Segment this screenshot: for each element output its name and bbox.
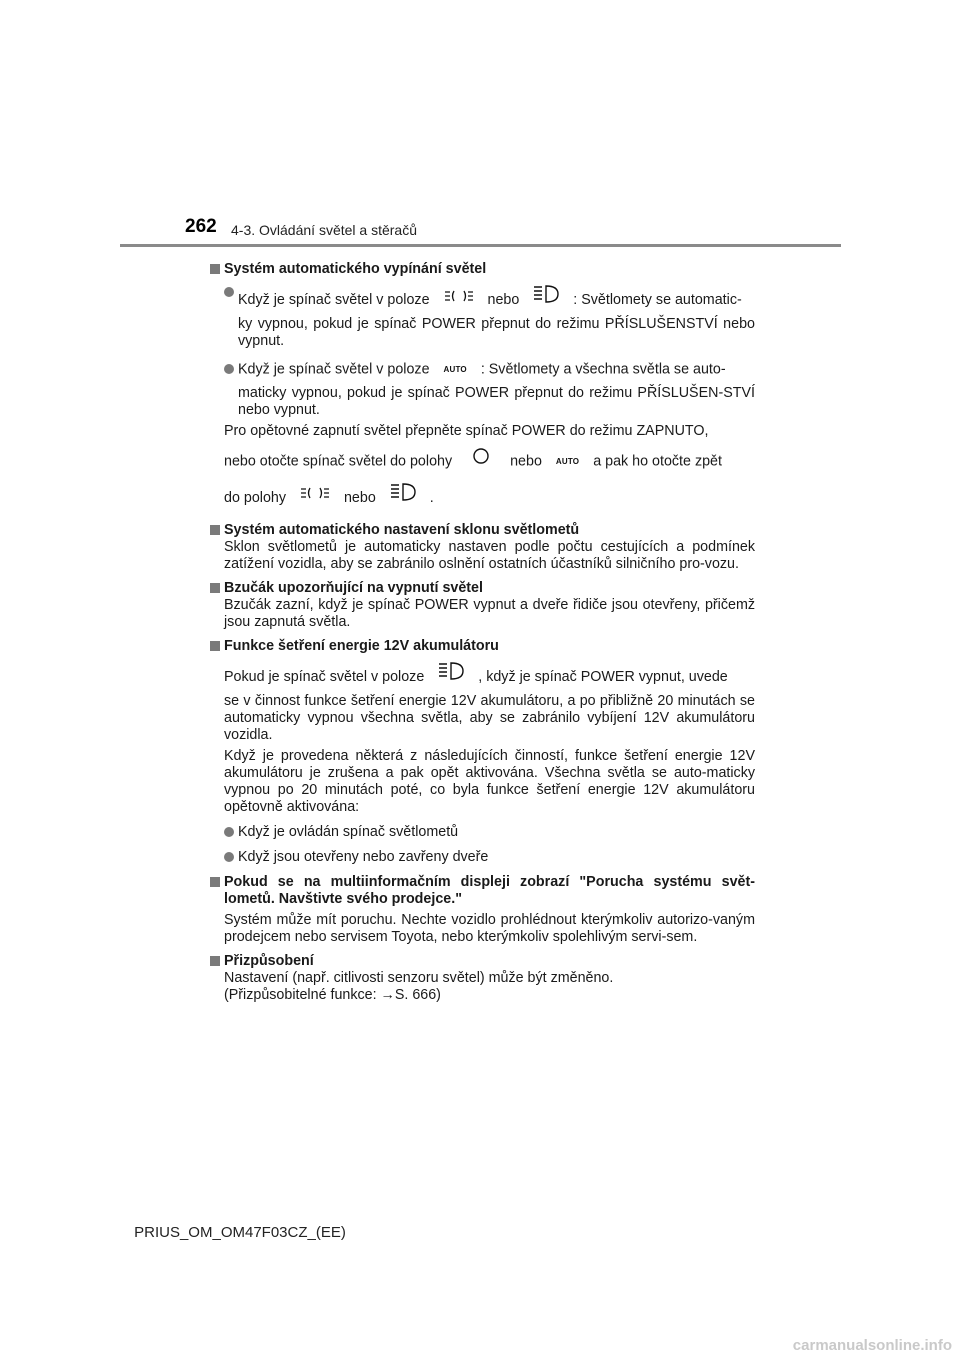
bullet-item [210,284,755,350]
paragraph: Když je provedena některá z následujících činností, funkce šetření energie 12V akumulátoru je zrušena a pak opět aktivována. Všechna světla se auto-maticky vypnou po 20 minutách poté, co byla funkce šetření energie 12V akumulátoru opětovně aktivována: [224,747,755,815]
paragraph: Sklon světlometů je automaticky nastaven podle počtu cestujících a podmínek zatížení vozidla, aby se zabránilo oslnění ostatních účastníků silničního pro-vozu. [224,538,755,572]
heading-buzzer: Bzučák upozorňující na vypnutí světel [210,580,755,597]
bullet-item [210,354,755,419]
paragraph-text: nebo [510,453,542,470]
paragraph-text: Pokud je spínač světel v poloze [224,668,425,685]
headlight-icon [533,284,559,316]
parking-lights-icon [300,482,330,513]
paragraph [210,661,755,693]
bullet-text: : Světlomety se automatic- [573,291,742,308]
paragraph [210,446,755,477]
bullet-text: maticky vypnou, pokud je spínač POWER přepnut do režimu PŘÍSLUŠEN-STVÍ nebo vypnut. [238,385,755,419]
paragraph: Bzučák zazní, když je spínač POWER vypnut a dveře řidiče jsou otevřeny, přičemž jsou zapnutá světla. [224,596,755,630]
bullet-dot [224,852,234,862]
page-content [210,254,755,1004]
paragraph-text: nebo otočte spínač světel do polohy [224,453,453,470]
paragraph: Pro opětovné zapnutí světel přepněte spínač POWER do režimu ZAPNUTO, [224,423,709,440]
paragraph: (Přizpůsobitelné funkce: →S. 666) [224,986,441,1003]
heading-battery-saver: Funkce šetření energie 12V akumulátoru [210,638,755,655]
lights-off-icon [472,446,490,477]
watermark-bar [0,1334,960,1358]
bullet-text: ky vypnou, pokud je spínač POWER přepnut do režimu PŘÍSLUŠENSTVÍ nebo vypnut. [238,316,755,349]
bullet-dot [224,287,234,297]
paragraph: Nastavení (např. citlivosti senzoru světel) může být změněno. [224,969,614,986]
bullet-text: : Světlomety a všechna světla se auto- [480,361,726,378]
headlight-icon [438,661,464,693]
heading-leveling: Systém automatického nastavení sklonu světlometů [210,522,755,539]
paragraph: Systém může mít poruchu. Nechte vozidlo prohlédnout kterýmkoliv autorizo-vaným prodejcem nebo servisem Toyota, nebo kterýmkoliv spolehlivým servi-sem. [224,911,755,945]
bullet-text: nebo [487,291,520,308]
bullet-dot [224,364,234,374]
document-code: PRIUS_OM_OM47F03CZ_(EE) [134,1224,346,1241]
paragraph: se v činnost funkce šetření energie 12V akumulátoru, a po přibližně 20 minutách se automaticky vypnou všechna světla, aby se zabránilo vybíjení 12V akumulátoru vozidla. [224,692,755,743]
auto-lights-icon: AUTO [555,457,580,467]
section-title: 4-3. Ovládání světel a stěračů [231,222,417,238]
bullet-text: Když jsou otevřeny nebo zavřeny dveře [238,848,489,865]
parking-lights-icon [444,285,474,316]
bullet-text: Když je spínač světel v poloze [238,361,430,378]
paragraph-text: a pak ho otočte zpět [593,453,722,470]
headlight-icon [390,482,416,514]
heading-customization: Přizpůsobení [210,953,755,970]
paragraph-text: do polohy [224,489,287,506]
heading-auto-off: Systém automatického vypínání světel [210,261,755,278]
bullet-item [210,849,755,866]
watermark-text: carmanualsonline.info [792,1337,952,1354]
bullet-text: Když je spínač světel v poloze [238,291,430,308]
header-divider [120,244,841,247]
bullet-dot [224,827,234,837]
bullet-item [210,824,755,841]
bullet-text: Když je ovládán spínač světlometů [238,823,459,840]
paragraph-text: , když je spínač POWER vypnut, uvede [478,668,728,685]
heading-malfunction: Pokud se na multiinformačním displeji zobrazí "Porucha systému svět-lometů. Navštivte svého prodejce." [210,874,755,908]
auto-lights-icon: AUTO [443,365,467,374]
paragraph-text: nebo [343,489,376,506]
paragraph [210,482,755,514]
page-number: 262 [185,216,217,237]
paragraph-text: . [429,489,434,506]
